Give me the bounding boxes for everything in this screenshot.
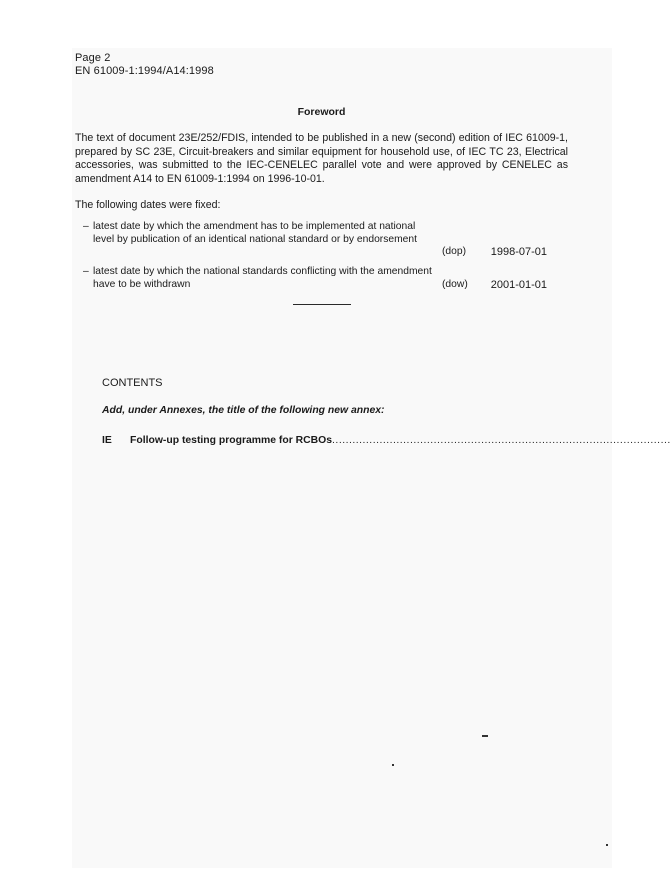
scan-speck xyxy=(606,844,608,846)
annex-title: Follow-up testing programme for RCBOs xyxy=(130,435,333,446)
section-divider xyxy=(293,304,351,305)
date-item-dop xyxy=(83,221,546,261)
foreword-paragraph: The text of document 23E/252/FDIS, intended to be published in a new (second) edition of IEC 61009-1, prepared by SC 23E, Circuit-breakers and similar equipment for household use, of IEC TC 23, Electrical accessories, was submitted to the IEC-CENELEC parallel vote and were approved by CENELEC as amendment A14 to EN 61009-1:1994 on 1996-10-01. xyxy=(75,132,568,185)
dot-leader: .................................................................................................... xyxy=(332,435,671,446)
date-item-date: 2001-01-01 xyxy=(490,279,547,291)
annex-entry xyxy=(102,435,671,449)
date-item-code: (dop) xyxy=(442,246,467,257)
list-dash: – xyxy=(83,221,89,232)
date-item-text: latest date by which the amendment has to be implemented at national level by publication of an identical national standard or by endorsement xyxy=(93,221,417,245)
scan-speck xyxy=(482,735,488,737)
date-item-code: (dow) xyxy=(442,279,468,290)
date-item-dow xyxy=(83,266,546,294)
list-dash: – xyxy=(83,266,89,277)
scan-speck xyxy=(392,764,394,766)
contents-instruction: Add, under Annexes, the title of the following new annex: xyxy=(102,405,385,416)
standard-reference: EN 61009-1:1994/A14:1998 xyxy=(75,65,214,77)
page-number: Page 2 xyxy=(75,52,111,64)
contents-title: CONTENTS xyxy=(102,377,163,389)
date-item-text: latest date by which the national standards conflicting with the amendment have to be withdrawn xyxy=(93,266,432,290)
date-item-date: 1998-07-01 xyxy=(490,246,547,258)
dates-intro: The following dates were fixed: xyxy=(75,199,221,211)
foreword-heading: Foreword xyxy=(297,106,346,118)
annex-id: IE xyxy=(102,435,112,446)
